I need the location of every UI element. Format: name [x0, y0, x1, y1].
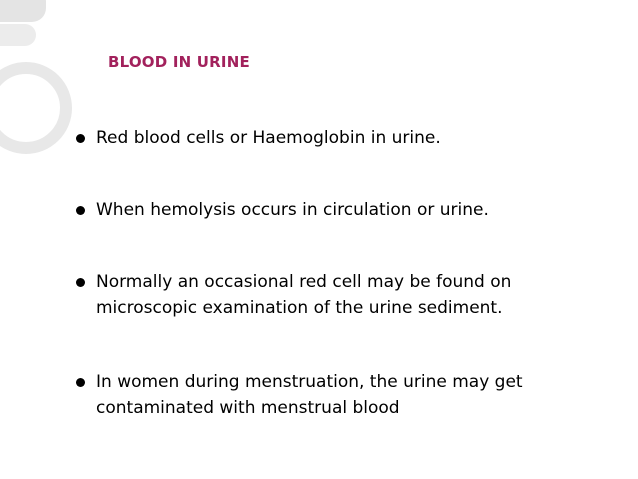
- bullet-item: [76, 125, 616, 151]
- decor-ring-inner: [0, 80, 54, 136]
- bullet-dot-icon: [76, 134, 85, 143]
- bullet-item: [76, 269, 616, 321]
- bullet-text: When hemolysis occurs in circulation or urine.: [96, 200, 489, 220]
- bullet-text: In women during menstruation, the urine may get contaminated with menstrual blood: [96, 372, 523, 418]
- bullet-item: [76, 369, 616, 421]
- bullet-text: Red blood cells or Haemoglobin in urine.: [96, 128, 441, 148]
- bullet-text: Normally an occasional red cell may be found on microscopic examination of the urine sediment.: [96, 272, 512, 318]
- bullet-dot-icon: [76, 278, 85, 287]
- slide-title: BLOOD IN URINE: [108, 53, 250, 71]
- decor-block-top: [0, 0, 46, 22]
- decor-block-middle: [0, 24, 36, 46]
- bullet-dot-icon: [76, 378, 85, 387]
- bullet-dot-icon: [76, 206, 85, 215]
- bullet-item: [76, 197, 616, 223]
